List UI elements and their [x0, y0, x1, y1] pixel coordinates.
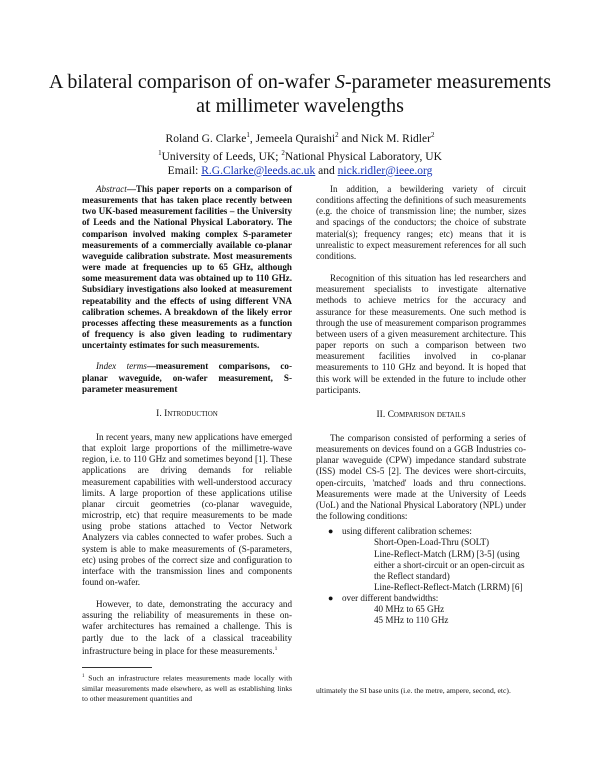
author-ridler: and Nick M. Ridler	[338, 132, 431, 145]
bullet-icon: ●	[328, 526, 334, 537]
author-sup: 1	[246, 131, 250, 139]
footnote-marker: 1	[274, 645, 278, 652]
abstract	[82, 184, 292, 351]
comparison-paragraph: The comparison consisted of performing a series of measurements on devices found on a GGB Industries co-planar waveguide (CPW) impedance standard substrate (ISS) model CS-5 [2]. The devices were short-circuits, open-circuits, 'matched' loads and thru connections. Measurements were made at the University of Leeds (UoL) and the National Physical Laboratory (NPL) under the following conditions:	[316, 432, 526, 522]
paper-title	[40, 70, 560, 118]
abstract-label: Abstract	[96, 184, 127, 194]
email-line	[40, 164, 560, 178]
author-sup: 2	[430, 131, 435, 139]
intro-paragraph-1: In recent years, many new applications have emerged that exploit large proportions of the millimetre-wave region, i.e. to 110 GHz and sometimes beyond [1]. These applications are driving demands for reliable measurement capabilities with well-understood accuracy limits. A large proportion of these applications utilise planar circuit geometries (co-planar waveguide, microstrip, etc) that require measurements to be made using probe stations attached to Vector Network Analyzers via cables connected to wafer probes. Such a system is able to make measurements of (S-parameters, etc) using probes of the correct size and configuration to interface with the transmission lines and components found on-wafer.	[82, 431, 292, 587]
footnote-text: Such an infrastructure relates measurements made locally with similar measurements made elsewhere, as well as establishing links to other measurement quantities and	[82, 673, 292, 703]
email-and: and	[315, 164, 338, 177]
title-line1-post: -parameter measurements	[345, 71, 552, 93]
intro-paragraph-2	[82, 599, 292, 657]
aff-sup: 1	[158, 148, 162, 157]
footnote-divider	[82, 667, 152, 668]
cal-scheme-lrm: Line-Reflect-Match (LRM) [3-5] (using either a short-circuit or an open-circuit as the Reflect standard)	[374, 548, 525, 581]
author-quraishi: , Jemeela Quraishi	[249, 132, 336, 145]
intro-paragraph-2-text: However, to date, demonstrating the accuracy and assuring the reliability of measurements in these on-wafer architectures has remained a challenge. This is partly due to the lack of a classical traceability infrastructure being in place for these measurements.	[82, 599, 292, 656]
index-terms-label: Index terms	[96, 361, 147, 372]
bandwidth-110ghz: 45 MHz to 110 GHz	[374, 615, 449, 626]
bullet-bandwidth: over different bandwidths:	[342, 593, 439, 604]
left-column	[82, 184, 292, 657]
title-line2: at millimeter wavelengths	[196, 95, 404, 117]
email-link-clarke[interactable]: R.G.Clarke@leeds.ac.uk	[201, 164, 316, 177]
list-item	[316, 593, 526, 626]
email-link-ridler[interactable]: nick.ridler@ieee.org	[337, 164, 433, 177]
bullet-icon: ●	[328, 593, 334, 604]
bullet-calibration: using different calibration schemes:	[342, 526, 472, 537]
right-paragraph-1: In addition, a bewildering variety of circuit conditions affecting the definitions of such measurements (e.g. the choice of transmission line; the number, sizes and spacings of the conductors; the choice of substrate material(s); frequency ranges; etc) means that it is unrealistic to expect measurement references for all such conditions.	[316, 184, 526, 261]
title-line1-pre: A bilateral comparison of on-wafer	[48, 71, 335, 93]
index-terms	[82, 361, 292, 394]
author-block	[40, 128, 560, 178]
author-clarke: Roland G. Clarke	[165, 132, 247, 145]
email-label: Email:	[167, 164, 202, 177]
section-heading-comparison: II. Comparison details	[376, 409, 466, 420]
title-italic-s: S	[335, 71, 345, 93]
right-paragraph-2: Recognition of this situation has led researchers and measurement specialists to investigate alternative methods to achieve metrics for the accuracy and assurance for these measurements. One such method is through the use of measurement comparison programmes between users of a given measurement architecture. This paper reports on such a comparison between two measurement facilities involved in co-planar measurements to 110 GHz and beyond. It is hoped that this work will be extended in the future to include other participants.	[316, 273, 526, 395]
right-column	[316, 184, 526, 627]
list-item	[316, 526, 526, 593]
bandwidth-65ghz: 40 MHz to 65 GHz	[374, 604, 445, 615]
conditions-list	[316, 526, 526, 626]
index-terms-text: —measurement comparisons, co-planar waveguide, on-wafer measurement, S-parameter measurement	[82, 361, 292, 394]
cal-scheme-lrrm: Line-Reflect-Reflect-Match (LRRM) [6]	[374, 582, 523, 592]
affiliation-leeds: University of Leeds, UK;	[161, 150, 282, 163]
author-sup: 2	[335, 131, 339, 139]
abstract-text: —This paper reports on a comparison of measurements that has taken place recently between two UK-based measurement facilities – the University of Leeds and the National Physical Laboratory. The comparison involved making complex S-parameter measurements of a commercially available co-planar waveguide calibration substrate. Most measurements were made at frequencies up to 65 GHz, although some measurement data was obtained up to 110 GHz. Subsidiary investigations also looked at measurement repeatability and the effects of using different VNA calibration schemes. A breakdown of the likely error processes affecting these measurements as a function of frequency is also given leading to rudimentary uncertainty estimates for such measurements.	[82, 184, 292, 351]
section-heading-introduction: I. Introduction	[156, 408, 218, 419]
footnote-continued: ultimately the SI base units (i.e. the metre, ampere, second, etc).	[316, 686, 511, 695]
aff-sup: 2	[281, 148, 285, 157]
footnote-number: 1	[82, 674, 85, 679]
author-names	[40, 128, 560, 146]
cal-scheme-solt: Short-Open-Load-Thru (SOLT)	[374, 537, 490, 548]
affiliations	[40, 146, 560, 164]
footnote	[82, 672, 292, 704]
affiliation-npl: National Physical Laboratory, UK	[284, 150, 442, 163]
